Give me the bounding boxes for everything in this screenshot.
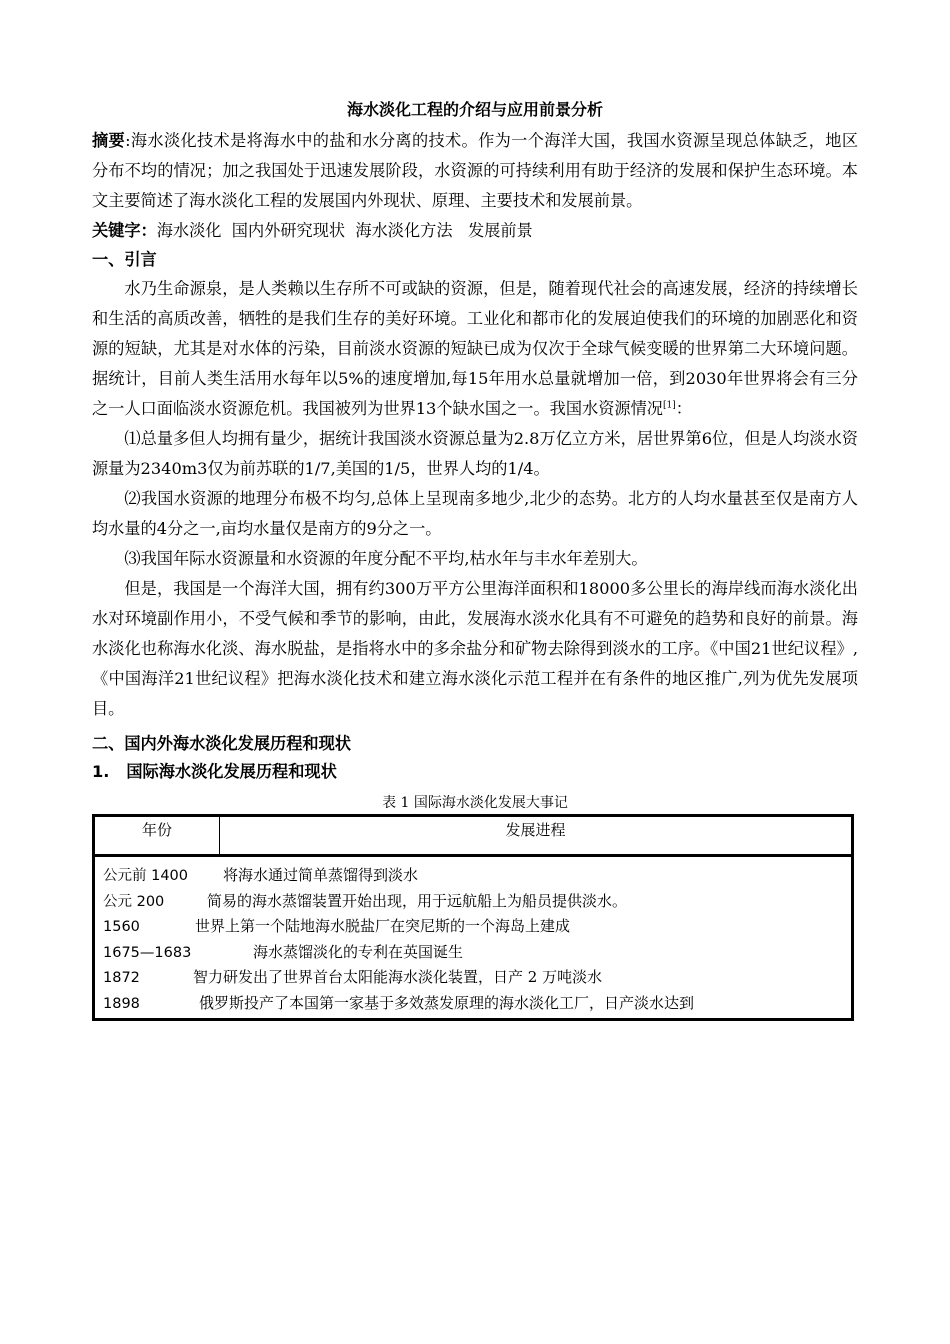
header-year: 年份: [94, 816, 220, 856]
row-event: 世界上第一个陆地海水脱盐厂在突尼斯的一个海岛上建成: [195, 917, 571, 935]
keywords-text: 海水淡化 国内外研究现状 海水淡化方法 发展前景: [156, 221, 533, 240]
table-row: [103, 991, 843, 1017]
table-body-row: [94, 856, 853, 1020]
section-heading-history: 二、国内外海水淡化发展历程和现状: [92, 734, 351, 753]
row-year: 1872: [103, 970, 140, 986]
abstract-label: 摘要: [92, 131, 126, 150]
row-event: 俄罗斯投产了本国第一家基于多效蒸发原理的海水淡化工厂，日产淡水达到: [199, 993, 695, 1012]
abstract: [92, 126, 858, 216]
row-year: 1675—1683: [103, 944, 192, 961]
list-item: ⑴总量多但人均拥有量少，据统计我国淡水资源总量为2.8万亿立方米，居世界第6位，但是人均淡水资源量为2340m3仅为前苏联的1/7,美国的1/5，世界人均的1/4。: [92, 429, 858, 478]
intro-paragraph-1: [92, 274, 858, 424]
row-event: 智力研发出了世界首台太阳能海水淡化装置，日产 2 万吨淡水: [193, 968, 603, 986]
list-item: ⑵我国水资源的地理分布极不均匀,总体上呈现南多地少,北少的态势。北方的人均水量甚至仅是南方人均水量的4分之一,亩均水量仅是南方的9分之一。: [92, 489, 858, 538]
abstract-text: 海水淡化技术是将海水中的盐和水分离的技术。作为一个海洋大国，我国水资源呈现总体缺乏，地区分布不均的情况；加之我国处于迅速发展阶段，水资源的可持续利用有助于经济的发展和保护生态环境。本文主要简述了海水淡化工程的发展国内外现状、原理、主要技术和发展前景。: [92, 131, 859, 210]
list-item: ⑶我国年际水资源量和水资源的年度分配不平均,枯水年与丰水年差别大。: [124, 549, 648, 568]
table-row: [103, 863, 843, 889]
abstract-sep: :: [125, 131, 131, 150]
subsection-heading-international: 1. 国际海水淡化发展历程和现状: [92, 762, 337, 781]
table-body-cell: [94, 856, 853, 1020]
row-year: 1898: [103, 995, 140, 1012]
row-year: 公元前 1400: [103, 868, 189, 884]
table-header-row: [94, 816, 853, 856]
history-table: [92, 814, 854, 1021]
document-page: [92, 98, 858, 1021]
table-row: [103, 889, 843, 915]
section-heading-intro: 一、引言: [92, 250, 157, 269]
table-row: [103, 965, 843, 991]
header-event: 发展进程: [220, 816, 853, 856]
intro-text: 水乃生命源泉，是人类赖以生存所不可或缺的资源，但是，随着现代社会的高速发展，经济的持续增长和生活的高质改善，牺牲的是我们生存的美好环境。工业化和都市化的发展迫使我们的环境的加剧恶化和资源的短缺，尤其是对水体的污染，目前淡水资源的短缺已成为仅次于全球气候变暖的世界第二大环境问题。据统计，目前人类生活用水每年以5%的速度增加,每15年用水总量就增加一倍，到2030年世界将会有三分之一人口面临淡水资源危机。我国被列为世界13个缺水国之一。我国水资源情况: [92, 279, 858, 418]
row-year: 公元 200: [103, 893, 165, 910]
table-caption: 表 1 国际海水淡化发展大事记: [382, 795, 568, 811]
document-title: 海水淡化工程的介绍与应用前景分析: [346, 100, 603, 119]
citation-ref: [1]: [662, 400, 676, 411]
row-event: 海水蒸馏淡化的专利在英国诞生: [253, 942, 464, 961]
table-row: [103, 940, 843, 966]
keywords-label: 关键字：: [92, 221, 157, 240]
keywords: [92, 216, 858, 246]
row-year: 1560: [103, 919, 140, 935]
row-event: 简易的海水蒸馏装置开始出现，用于远航船上为船员提供淡水。: [207, 891, 628, 910]
row-event: 将海水通过简单蒸馏得到淡水: [223, 866, 419, 884]
table-row: [103, 914, 843, 940]
intro-colon: ：: [675, 399, 692, 418]
intro-paragraph-2: 但是，我国是一个海洋大国，拥有约300万平方公里海洋面积和18000多公里长的海岸线而海水淡化出水对环境副作用小，不受气候和季节的影响，由此，发展海水淡水化具有不可避免的趋势和良好的前景。海水淡化也称海水化淡、海水脱盐，是指将水中的多余盐分和矿物去除得到淡水的工序。《中国21世纪议程》,《中国海洋21世纪议程》把海水淡化技术和建立海水淡化示范工程并在有条件的地区推广,列为优先发展项目。: [92, 579, 858, 718]
